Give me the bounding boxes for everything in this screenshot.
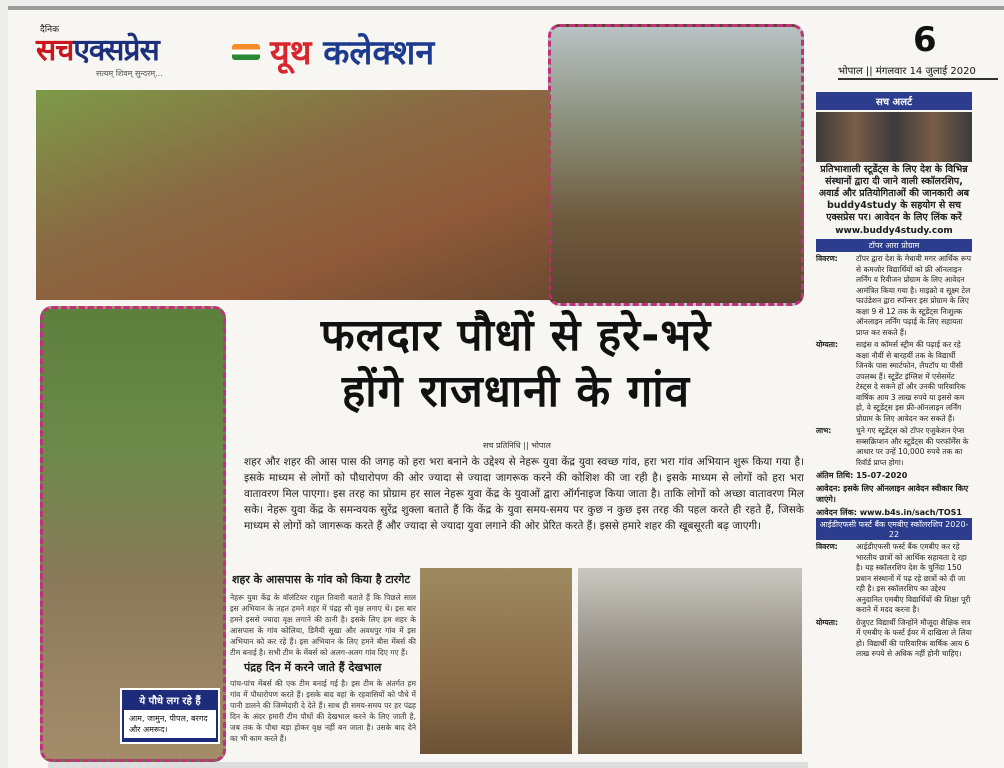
entry-key: लाभ: bbox=[816, 426, 832, 435]
page-number: 6 bbox=[913, 20, 937, 60]
photo-planting-pair bbox=[36, 90, 550, 300]
section2-text: पांच-पांच मेंबर्स की एक टीम बनाई गई है। इस टीम के अंतर्गत हम गांव में पौधारोपण करते हैं। इसके बाद वहां के रहवासियों को पौधे में पानी डालने की जिम्मेदारी दे देते हैं। साथ ही समय-समय पर हर पंद्रह दिन के अंदर हमारी टीम पौधों की देखभाल करने के लिए जाती है, जब तक के पौधा बड़ा होकर वृक्ष नहीं बन जाता है। उसके बाद देने का भी काम करते हैं। bbox=[230, 679, 416, 743]
sidebar-entry bbox=[816, 426, 972, 468]
section-title bbox=[270, 28, 434, 74]
sidebar-entry bbox=[816, 254, 972, 338]
photo-man-planting bbox=[420, 568, 572, 754]
masthead-small: दैनिक bbox=[40, 25, 60, 35]
caption-title: ये पौधे लग रहे हैं bbox=[139, 696, 201, 707]
sidebar-url: www.buddy4study.com bbox=[835, 226, 953, 236]
byline: सच प्रतिनिधि || भोपाल bbox=[483, 441, 551, 450]
sidebar-alert bbox=[816, 92, 972, 768]
divider bbox=[838, 78, 998, 80]
brand-red: सच bbox=[36, 33, 74, 68]
deadline: अंतिम तिथि: 15-07-2020 bbox=[816, 471, 908, 480]
section-title-a: यूथ bbox=[270, 33, 312, 73]
entry-value: टॉपर द्वारा देश के मेधावी मगर आर्थिक रूप से कमजोर विद्यार्थियों को फ्री ऑनलाइन लर्निंग व रिवीजन प्रोग्राम के लिए आवेदन आमंत्रित किया गया है। माइक्रो व सूक्ष्म टेल फाउंडेशन द्वारा स्पॉन्सर इस प्रोग्राम के लिए कक्षा 9 से 12 तक के स्टूडेंट्स निःशुल्क ऑनलाइन लर्निंग पढ़ाई के लिए सहायता प्राप्त कर सकते हैं। bbox=[856, 254, 972, 337]
brand-blue: एक्सप्रेस bbox=[73, 33, 159, 68]
subheading-2: पंद्रह दिन में करने जाते हैं देखभाल bbox=[244, 661, 382, 674]
top-border bbox=[8, 6, 1004, 10]
subheading-1: शहर के आसपास के गांव को किया है टारगेट bbox=[232, 573, 411, 586]
sidebar-intro: प्रतिभाशाली स्टूडेंट्स के लिए देश के विभिन्न संस्थानों द्वारा दी जाने वाली स्कॉलरशिप, अवार्ड और प्रतियोगिताओं की जानकारी अब buddy4study के सहयोग से सच एक्सप्रेस पर। आवेदन के लिए लिंक करें bbox=[818, 164, 970, 223]
masthead-tagline: सत्यम् शिवम् सुन्दरम्... bbox=[96, 69, 163, 78]
program1-title: टॉपर आरा प्रोग्राम bbox=[816, 239, 972, 252]
caption-text: आम, जामुन, पीपल, बरगद और अमरूद। bbox=[124, 710, 216, 738]
sidebar-student-photos bbox=[816, 112, 972, 162]
masthead-logo bbox=[36, 22, 266, 86]
dateline: भोपाल || मंगलवार 14 जुलाई 2020 bbox=[838, 66, 976, 77]
sidebar-header: सच अलर्ट bbox=[816, 92, 972, 110]
caption-box bbox=[120, 688, 220, 744]
program2-title: आईडीएफसी फर्स्ट बैंक एमबीए स्कॉलरशिप 2020-22 bbox=[816, 518, 972, 540]
headline bbox=[236, 308, 796, 420]
headline-line1: फलदार पौधों से हरे-भरे bbox=[320, 310, 712, 361]
flag-icon bbox=[232, 44, 260, 60]
newspaper-page bbox=[8, 6, 1004, 768]
next-article-strip bbox=[48, 762, 808, 768]
masthead-brand bbox=[36, 28, 159, 69]
entry-key: विवरण: bbox=[816, 254, 838, 263]
sidebar-entry bbox=[816, 340, 972, 424]
entry-key: विवरण: bbox=[816, 542, 838, 551]
entry-key: योग्यता: bbox=[816, 617, 838, 627]
headline-line2: होंगे राजधानी के गांव bbox=[341, 366, 691, 417]
apply-link[interactable]: आवेदन लिंक: www.b4s.in/sach/TOS1 bbox=[816, 508, 962, 517]
sidebar-entry bbox=[816, 542, 972, 616]
entry-value: साइंस व कॉमर्स स्ट्रीम की पढ़ाई कर रहे कक्षा नौवीं से बारहवीं तक के विद्यार्थी जिनके पास स्मार्टफोन, लैपटॉप या पीसी उपलब्ध हैं। स्टूडेंट इंग्लिश में एसेसमेंट टेस्ट्स दे सकने हों और उनकी पारिवारिक वार्षिक आय 3 लाख रुपये या इससे कम हो, वे स्टूडेंट्स इस फ्री-ऑनलाइन लर्निंग प्रोग्राम के लिए आवेदन कर सकते हैं। bbox=[856, 340, 966, 423]
entry-value: आईडीएफसी फर्स्ट बैंक एमबीए कर रहे भारतीय छात्रों को आर्थिक सहायता दे रहा है। यह स्कॉलरशिप देश के चुनिंदा 150 प्रधान संस्थानों में पढ़ रहे छात्रों को दी जा रही है। इस स्कॉलरशिप का उद्देश्य अनुदानित एमबीए विद्यार्थियों की शिक्षा पूरी कराने में मदद करना है। bbox=[856, 542, 971, 614]
apply-info: आवेदन: इसके लिए ऑनलाइन आवेदन स्वीकार किए जाएंगे। bbox=[816, 484, 969, 504]
photo-young-man-planting bbox=[548, 24, 804, 306]
section1-text: नेहरू युवा केंद्र के वॉलंटियर राहुल तिवारी बताते हैं कि पिछले साल इस अभियान के तहत हमने शहर में पंद्रह सौ वृक्ष लगाए थे। इस बार हमने इससे ज्यादा वृक्ष लगाने की ठानी है। इसके लिए हम शहर के आसपास के गांव कोलिया, डिमैयी सूखा और अवधपुर गांव में इस अभियान को कर रहे हैं। इस अभियान के लिए हमने बीस मेंबर्स की टीम बनाई है। सभी टीम के मेंबर्स को अलग-अलग गांव दिए गए हैं। bbox=[230, 593, 416, 657]
photo-two-planting bbox=[578, 568, 802, 754]
entry-value: ग्रेजुएट विद्यार्थी जिन्होंने मौजूदा शैक्षिक सत्र में एमबीए के फर्स्ट ईयर में दाखिला ले लिया हो। विद्यार्थी की पारिवारिक वार्षिक आय 6 लाख रुपये से अधिक नहीं होनी चाहिए। bbox=[856, 617, 972, 658]
entry-value: चुने गए स्टूडेंट्स को टॉपर एजुकेशन ऐप्स सब्सक्रिप्शन और स्टूडेंट्स की परफॉर्मेंस के आधार पर उन्हें 10,000 रुपये तक का रिवॉर्ड प्राप्त होगा। bbox=[856, 426, 969, 467]
entry-key: योग्यता: bbox=[816, 340, 838, 349]
section-title-b: कलेक्शन bbox=[323, 33, 435, 73]
intro-paragraph: शहर और शहर की आस पास की जगह को हरा भरा बनाने के उद्देश्य से नेहरू युवा केंद्र युवा स्वच्छ गांव, हरा भरा गांव अभियान शुरू किया गया है। इसके माध्यम से लोगों को पौधारोपण की ओर ज्यादा से ज्यादा जागरूक करने की कोशिश की जा रही है। इसके माध्यम से लोगों को हरा भरा वातावरण मिल पाएगा। इस तरह का प्रोग्राम हर साल नेहरू युवा केंद्र के युवाओं द्वारा ऑर्गनाइज किया जाता है। ताकि लोगों को अच्छा वातावरण मिल सके। नेहरू युवा केंद्र के समन्वयक सुरेंद्र शुक्ला बताते हैं कि केंद्र के युवा समय-समय पर कुछ न कुछ इस तरह की पहल करते ही रहते हैं, जिसके माध्यम से लोगों को जागरूक करते हैं और ज्यादा से ज्यादा युवा लगाने की ओर प्रेरित करते हैं। इससे हमारे शहर की खूबसूरती बढ़ जाएगी। bbox=[244, 456, 804, 532]
sidebar-entry bbox=[816, 618, 972, 660]
